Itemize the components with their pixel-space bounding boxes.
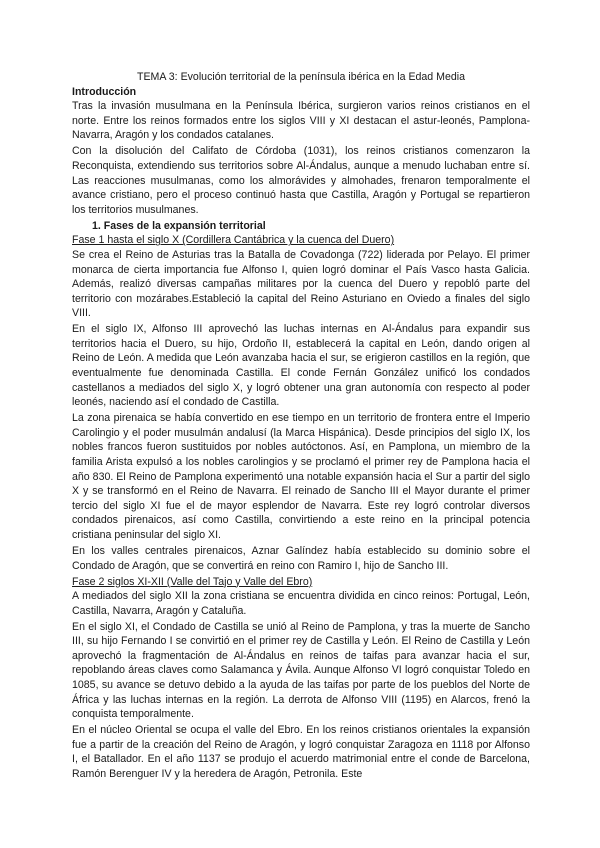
phase1-paragraph: La zona pirenaica se había convertido en ese tiempo en un territorio de frontera entre el Imperio Carolingio y el poder musulmán andalusí (la Marca Hispánica). Desde principios del siglo IX, los nobles francos fueron sustituidos por nobles autóctonos. Así, en Pamplona, un miembro de la familia Arista expulsó a los nobles carolingios y se proclamó el primer rey de Pamplona hacia el año 830. El Reino de Pamplona experimentó una notable expansión hacia el Sur a partir del siglo X y se transformó en el Reino de Navarra. El reinado de Sancho III el Mayor durante el primer tercio del siglo XI fue el de mayor esplendor de Navarra. Este rey logró controlar diversos condados pirenaicos, así como Castilla, convirtiendo a este reino en la principal potencia cristiana peninsular del siglo XI.	[72, 412, 530, 541]
phase2-paragraph: En el núcleo Oriental se ocupa el valle del Ebro. En los reinos cristianos orientales la expansión fue a partir de la creación del Reino de Aragón, y logró conquistar Zaragoza en 1118 por Alfonso I, el Batallador. En el año 1137 se produjo el acuerdo matrimonial entre el conde de Barcelona, Ramón Berenguer IV y la heredera de Aragón, Petronila. Este	[72, 724, 530, 781]
phase2-paragraph: En el siglo XI, el Condado de Castilla se unió al Reino de Pamplona, y tras la muerte de Sancho III, su hijo Fernando I se convirtió en el primer rey de Castilla y León. El Reino de Castilla y León aprovechó la fragmentación de Al-Ándalus en reinos de taifas para avanzar hacia el sur, repoblando áreas claves como Salamanca y Ávila. Aunque Alfonso VI logró conquistar Toledo en 1085, su avance se detuvo debido a la ayuda de las taifas por parte de los pueblos del Norte de África y las luchas internas en la región. La derrota de Alfonso VIII (1195) en Alarcos, frenó la conquista temporalmente.	[72, 620, 530, 721]
intro-paragraph: Tras la invasión musulmana en la Península Ibérica, surgieron varios reinos cristianos en el norte. Entre los reinos formados entre los siglos VIII y XI destacan el astur-leonés, Pamplona-Navarra, Aragón y los condados catalanes.	[72, 100, 530, 142]
phase1-paragraph: En los valles centrales pirenaicos, Aznar Galíndez había establecido su dominio sobre el Condado de Aragón, que se convertirá en reino con Ramiro I, hijo de Sancho III.	[72, 544, 530, 572]
intro-paragraph: Con la disolución del Califato de Córdoba (1031), los reinos cristianos comenzaron la Reconquista, extendiendo sus territorios sobre Al-Ándalus, aunque a menudo luchaban entre sí. Las reacciones musulmanas, como los almorávides y almohades, frenaron temporalmente el avance cristiano, pero el proceso continuó hasta que Castilla, Aragón y Portugal se repartieron los territorios musulmanes.	[72, 145, 530, 216]
phase1-paragraph: En el siglo IX, Alfonso III aprovechó las luchas internas en Al-Ándalus para expandir sus territorios hacia el Duero, su hijo, Ordoño II, establecerá la capital en León, dando origen al Reino de León. A medida que León avanzaba hacia el sur, se erigieron castillos en la región, que eventualmente fue denominada Castilla. El conde Fernán González unificó los condados castellanos a mediados del siglo X, y logró obtener una gran autonomía con respecto al poder leonés, naciendo así el condado de Castilla.	[72, 323, 530, 409]
phase2-paragraph: A mediados del siglo XII la zona cristiana se encuentra dividida en cinco reinos: Portugal, León, Castilla, Navarra, Aragón y Cataluña.	[72, 590, 530, 617]
section-heading: 1. Fases de la expansión territorial	[92, 219, 266, 232]
phase1-heading: Fase 1 hasta el siglo X (Cordillera Cantábrica y la cuenca del Duero)	[72, 234, 395, 247]
document-title: TEMA 3: Evolución territorial de la península ibérica en la Edad Media	[137, 71, 465, 83]
phase2-heading: Fase 2 siglos XI-XII (Valle del Tajo y Valle del Ebro)	[72, 575, 313, 588]
intro-heading: Introducción	[72, 85, 137, 98]
phase1-paragraph: Se crea el Reino de Asturias tras la Batalla de Covadonga (722) liderada por Pelayo. El primer monarca de cierta importancia fue Alfonso I, quien logró dominar el País Vasco hasta Galicia. Además, realizó diversas campañas militares por la cuenca del Duero y repobló parte del territorio con mozárabes.Estableció la capital del Reino Asturiano en Oviedo a finales del siglo VIII.	[72, 248, 530, 320]
